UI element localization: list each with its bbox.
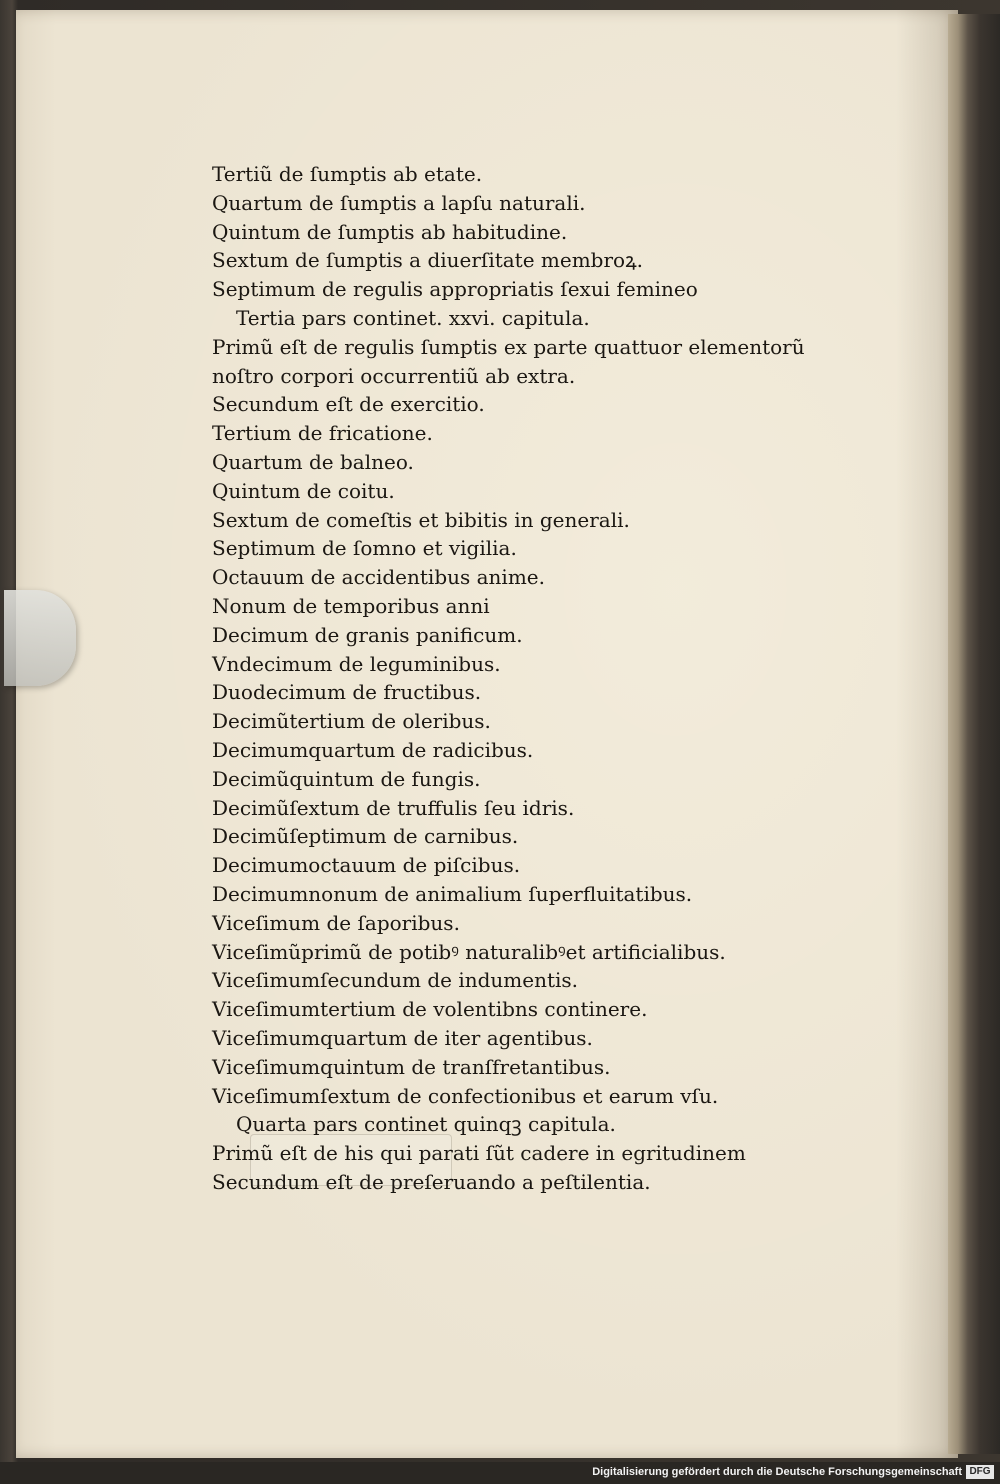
text-line: Decimumnonum de animalium ſuperfluitatibus. [212, 881, 693, 906]
text-line: Quartum de balneo. [212, 449, 414, 474]
text-line: Quintum de ſumptis ab habitudine. [212, 219, 568, 244]
funding-credit: Digitalisierung gefördert durch die Deutsche Forschungsgemeinschaft [592, 1466, 962, 1478]
text-line: Decimũquintum de fungis. [212, 766, 481, 791]
text-line: Quarta pars continet quinqꝫ capitula. [236, 1112, 616, 1137]
text-line: Viceſimumquintum de tranſfretantibus. [212, 1054, 611, 1079]
text-line: Decimum de granis panificum. [212, 622, 523, 647]
text-line: Tertiũ de ſumptis ab etate. [212, 162, 483, 186]
text-line: Primũ eſt de regulis ſumptis ex parte quattuor elementorũ [212, 334, 805, 359]
dfg-logo: DFG [966, 1465, 994, 1479]
text-line: Decimũtertium de oleribus. [212, 709, 491, 734]
text-line: Primũ eſt de his qui parati ſũt cadere in egritudinem [212, 1141, 746, 1166]
text-line: Tertium de fricatione. [212, 421, 433, 446]
text-line: Secundum eſt de preſeruando a peſtilentia. [212, 1169, 651, 1194]
text-line: Secundum eſt de exercitio. [212, 392, 485, 417]
text-line: Quartum de ſumptis a lapſu naturali. [212, 190, 586, 215]
text-line: Duodecimum de fructibus. [212, 680, 482, 705]
text-line: Quintum de coitu. [212, 478, 395, 503]
page-clip [4, 590, 76, 686]
text-line: Sextum de ſumptis a diuerſitate membroꝝ. [212, 248, 643, 273]
text-line: noſtro corpori occurrentiũ ab extra. [212, 363, 576, 388]
text-line: Vndecimum de leguminibus. [212, 651, 501, 676]
text-line: Decimũſeptimum de carnibus. [212, 824, 519, 849]
text-line: Septimum de regulis appropriatis ſexui femineo [212, 277, 698, 302]
text-line: Septimum de ſomno et vigilia. [212, 536, 517, 561]
text-line: Nonum de temporibus anni [212, 593, 490, 618]
text-line: Octauum de accidentibus anime. [212, 565, 545, 590]
text-line: Viceſimumquartum de iter agentibus. [212, 1025, 593, 1050]
book-edge [948, 14, 1000, 1454]
text-line: Sextum de comeſtis et bibitis in generali. [212, 507, 630, 532]
text-line: Viceſimumſextum de confectionibus et earum vſu. [212, 1083, 719, 1108]
text-line: Viceſimum de ſaporibus. [212, 910, 460, 935]
text-line: Viceſimumſecundum de indumentis. [212, 968, 579, 993]
text-line: Decimũſextum de truffulis ſeu idris. [212, 795, 575, 820]
text-line: Tertia pars continet. xxvi. capitula. [236, 305, 590, 330]
text-line: Viceſimũprimũ de potibꝰ naturalibꝰet artificialibus. [212, 939, 726, 964]
text-line: Decimumoctauum de piſcibus. [212, 853, 521, 878]
page-text [212, 160, 852, 1197]
text-line: Decimumquartum de radicibus. [212, 737, 534, 762]
text-line: Viceſimumtertium de volentibns continere. [212, 997, 648, 1022]
